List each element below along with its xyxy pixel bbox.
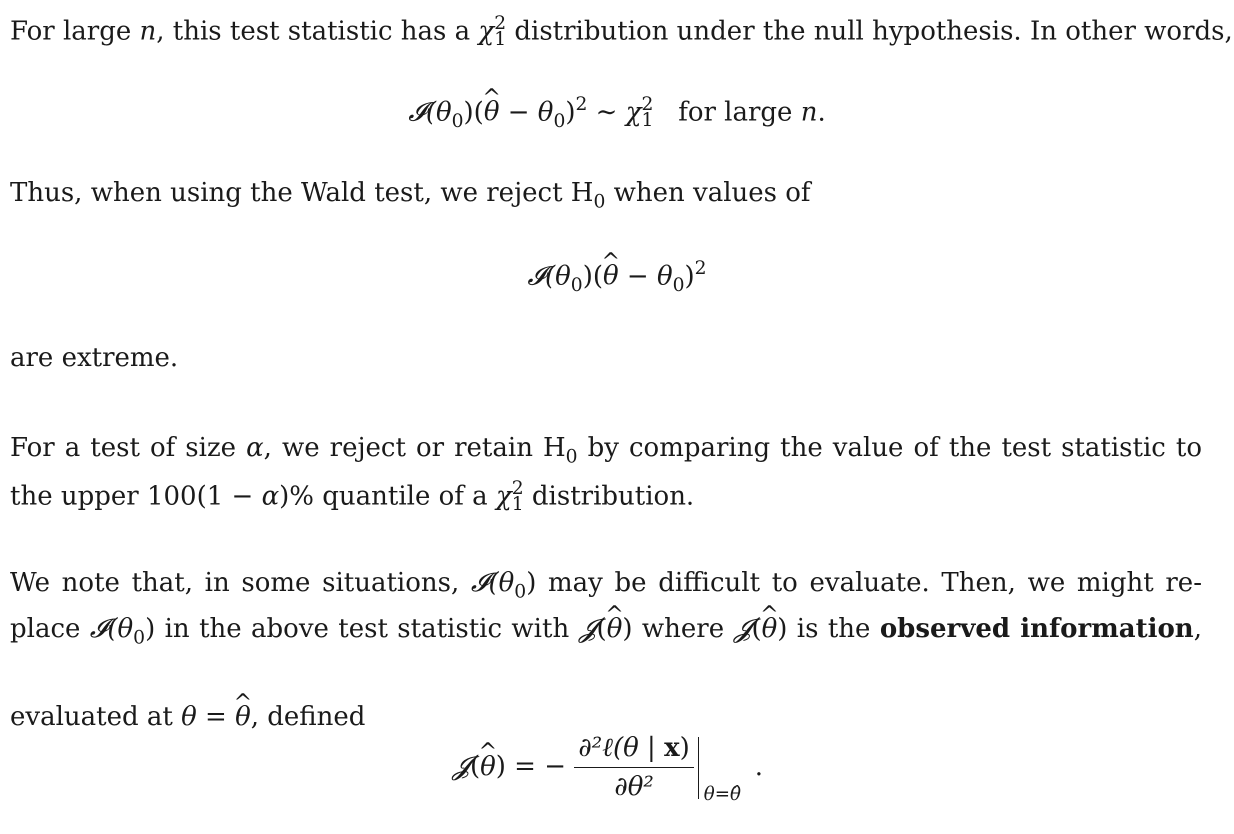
paragraph-5-line-2: place $𝓘(\theta_0)$ in the above test statistic with 𝓙(^ θ) where 𝓙(^ θ) is the observed information, (10, 616, 1202, 648)
derivative-fraction: $\frac{\text{∂²ℓ(θ | x)}}{\text{∂θ²}}$ (574, 733, 693, 802)
equation-3: 𝓙(^ θ) = − $\frac{\text{∂²ℓ(θ | x)}}{\text{∂θ²}}$ θ=θ̂ . (452, 733, 763, 802)
equation-2: $𝓘(\theta_0)(\^{}$ $\theta - \theta_0)^2$ (0, 260, 1234, 296)
paragraph-3: are extreme. (10, 343, 179, 373)
paragraph-6: evaluated at θ = ^ θ, defined (10, 704, 365, 730)
paragraph-1: For large n, this test statistic has a χ 2 1 distribution under the null hypothesis. In other words, (10, 13, 1233, 50)
paragraph-4-line-1: For a test of size α, we reject or retain $H_0$ by comparing the value of the test statistic to (10, 433, 1202, 468)
observed-information-term: observed information (879, 614, 1194, 644)
evaluation-bar: θ=θ̂ (698, 737, 699, 799)
paragraph-4-line-2: the upper 100(1 − α)% quantile of a χ 2 1 distribution. (10, 478, 695, 515)
paragraph-2: Thus, when using the Wald test, we reject $H_0$ when values of (10, 178, 811, 213)
paragraph-5-line-1: We note that, in some situations, $𝓘(\theta_0)$ may be difficult to evaluate. Then, we might re- (10, 568, 1202, 603)
equation-1: $𝓘(\theta_0)(\^{}$ $\theta - \theta_0)^2$ ∼ χ 2 1 for large n. (0, 96, 1234, 132)
